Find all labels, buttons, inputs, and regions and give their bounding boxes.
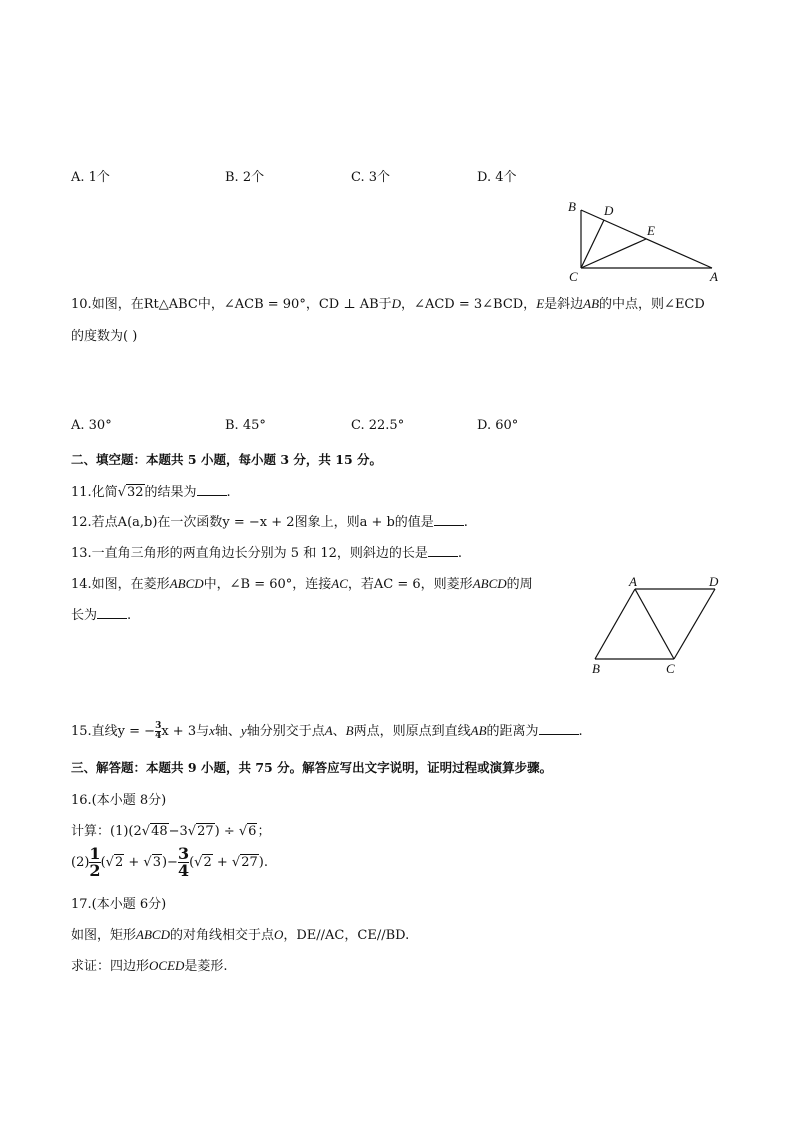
q17-heading: 17.(本小题 6分) (71, 897, 167, 912)
label-D: D (604, 203, 614, 218)
q17-line1: 如图，矩形ABCD的对角线相交于点O，DE//AC，CE//BD. (71, 927, 410, 943)
q9-option-d: D. 4个 (477, 170, 517, 185)
q16-heading: 16.(本小题 8分) (71, 793, 167, 808)
answer-blank (539, 724, 579, 735)
label-D: D (709, 574, 719, 589)
answer-blank (97, 608, 127, 619)
label-C: C (666, 661, 675, 676)
q10-option-c: C. 22.5° (351, 418, 405, 433)
q14-line2: 长为 . (71, 608, 132, 623)
q10-option-b: B. 45° (225, 418, 266, 433)
label-E: E (647, 223, 655, 238)
label-B: B (592, 661, 600, 676)
fraction: $\frac{3}{4}$ (177, 844, 190, 880)
q9-option-b: B. 2个 (225, 170, 265, 185)
q17-line2: 求证：四边形OCED是菱形. (71, 958, 228, 974)
label-C: C (569, 269, 578, 284)
section2-heading: 二、填空题：本题共 5 小题，每小题 3 分，共 15 分。 (71, 452, 383, 467)
q10-stem-line2: 的度数为( ) (71, 329, 138, 344)
q16-part2: (2) $\frac{1}{2}$ (√2 + √3)− $\frac{3}{4}$ (√2 + √27). (71, 844, 268, 880)
q14-line1: 14.如图，在菱形ABCD中，∠B = 60°，连接AC，若AC = 6，则菱形ABCD的周 (71, 576, 533, 592)
label-A: A (629, 574, 637, 589)
q10-stem-line1: 10.如图，在Rt△ABC中，∠ACB = 90°，CD ⊥ AB于D，∠ACD = 3∠BCD，E是斜边AB的中点，则∠ECD (71, 296, 705, 312)
q13: 13.一直角三角形的两直角边长分别为 5 和 12，则斜边的长是 . (71, 546, 463, 561)
q11: 11.化简√32的结果为 . (71, 485, 231, 500)
answer-blank (428, 546, 458, 557)
answer-blank (197, 485, 227, 496)
q9-option-a: A. 1个 (71, 170, 110, 185)
label-B: B (568, 199, 576, 214)
fraction: $\frac{1}{2}$ (89, 844, 101, 880)
section3-heading: 三、解答题：本题共 9 小题，共 75 分。解答应写出文字说明，证明过程或演算步骤。 (71, 760, 553, 775)
label-A: A (710, 269, 718, 284)
q9-option-c: C. 3个 (351, 170, 391, 185)
q10-triangle-figure (560, 198, 730, 288)
q12: 12.若点A(a,b)在一次函数y = −x + 2图象上，则a + b的值是 . (71, 515, 468, 530)
answer-blank (434, 515, 464, 526)
q15: 15.直线y = − $\frac{3}{4}$ x + 3与x轴、y轴分别交于点A、B两点，则原点到直线AB的距离为 . (71, 721, 583, 741)
q10-option-d: D. 60° (477, 418, 519, 433)
q10-option-a: A. 30° (71, 418, 112, 433)
q14-rhombus-figure (585, 572, 730, 682)
q16-part1: 计算：(1)(2√48−3√27) ÷ √6； (71, 824, 271, 839)
fraction: $\frac{3}{4}$ (155, 721, 162, 741)
